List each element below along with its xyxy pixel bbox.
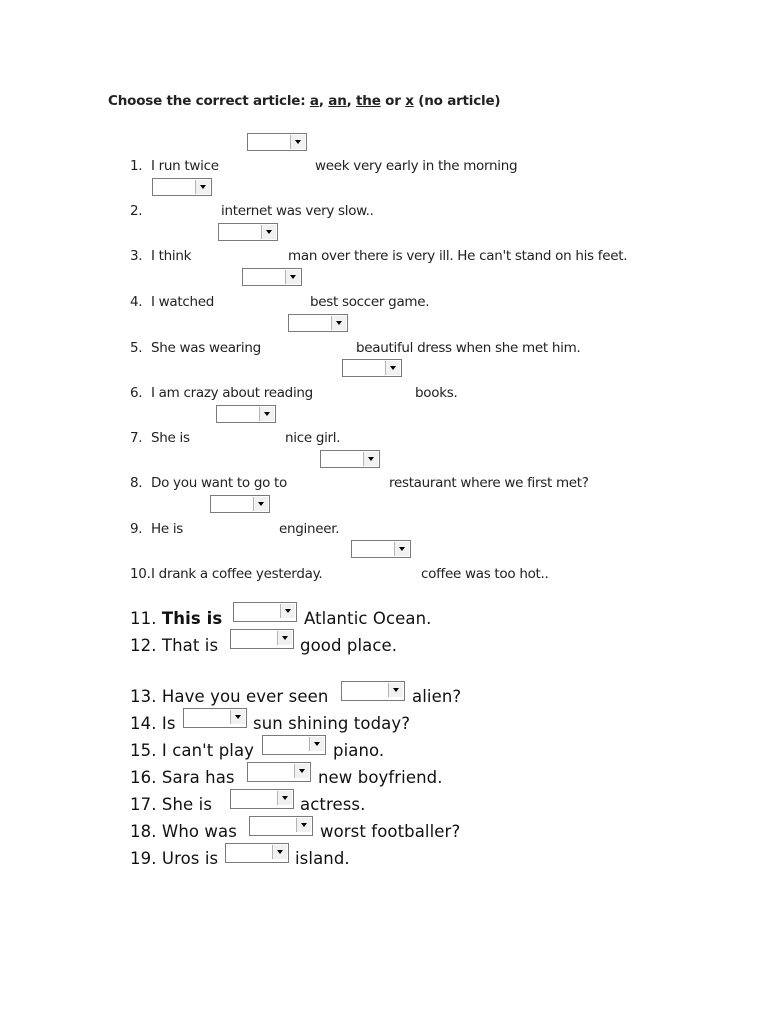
question-text-before: Uros is bbox=[161, 849, 219, 868]
question-text-before: I run twice bbox=[151, 158, 219, 174]
article-select-1[interactable] bbox=[247, 133, 307, 151]
article-select-6[interactable] bbox=[342, 359, 402, 377]
question-text-after: man over there is very ill. He can't stand on his feet. bbox=[288, 248, 628, 264]
question-text-before: I watched bbox=[151, 294, 215, 310]
question-text-after: island. bbox=[295, 849, 350, 868]
question-number: 2. bbox=[130, 203, 143, 219]
option-a: a bbox=[309, 93, 319, 109]
question-number: 17. bbox=[130, 795, 157, 814]
chevron-down-icon bbox=[290, 135, 305, 149]
question-text-after: books. bbox=[415, 385, 458, 401]
question-text-before: She was wearing bbox=[151, 340, 261, 356]
question-17 bbox=[130, 795, 366, 814]
chevron-down-icon bbox=[253, 497, 268, 511]
question-text-before: She is bbox=[161, 795, 213, 814]
chevron-down-icon bbox=[261, 225, 276, 239]
question-text-before: Have you ever seen bbox=[161, 687, 329, 706]
question-text-after: coffee was too hot.. bbox=[421, 566, 549, 582]
chevron-down-icon bbox=[195, 180, 210, 194]
question-text-before: She is bbox=[151, 430, 190, 446]
option-an: an bbox=[328, 93, 347, 109]
question-5 bbox=[130, 340, 581, 356]
question-number: 4. bbox=[130, 294, 143, 310]
question-text-after: Atlantic Ocean. bbox=[304, 609, 432, 628]
article-select-9[interactable] bbox=[210, 495, 270, 513]
question-number: 12. bbox=[130, 636, 157, 655]
chevron-down-icon bbox=[285, 270, 300, 284]
question-number: 1. bbox=[130, 158, 143, 174]
question-text-before: I am crazy about reading bbox=[151, 385, 313, 401]
question-7 bbox=[130, 430, 341, 446]
article-select-16[interactable] bbox=[247, 762, 311, 782]
question-number: 16. bbox=[130, 768, 157, 787]
question-text-before: Is bbox=[161, 714, 176, 733]
article-select-11[interactable] bbox=[233, 602, 297, 622]
question-text-after: piano. bbox=[333, 741, 385, 760]
chevron-down-icon bbox=[272, 845, 287, 859]
article-select-10[interactable] bbox=[351, 540, 411, 558]
chevron-down-icon bbox=[394, 542, 409, 556]
question-9 bbox=[130, 521, 340, 537]
question-number: 11. bbox=[130, 609, 157, 628]
question-text-before: Sara has bbox=[161, 768, 235, 787]
question-text-before: I can't play bbox=[161, 741, 255, 760]
article-select-8[interactable] bbox=[320, 450, 380, 468]
chevron-down-icon bbox=[280, 604, 295, 618]
chevron-down-icon bbox=[230, 710, 245, 724]
chevron-down-icon bbox=[277, 791, 292, 805]
article-select-14[interactable] bbox=[183, 708, 247, 728]
question-6 bbox=[130, 385, 458, 401]
article-select-2[interactable] bbox=[152, 178, 212, 196]
question-text-after: worst footballer? bbox=[320, 822, 461, 841]
question-text-after: nice girl. bbox=[285, 430, 341, 446]
question-text-before: I think bbox=[151, 248, 192, 264]
question-3 bbox=[130, 248, 628, 264]
page-title bbox=[108, 93, 500, 109]
question-number: 18. bbox=[130, 822, 157, 841]
question-text-after: sun shining today? bbox=[253, 714, 411, 733]
option-the: the bbox=[356, 93, 381, 109]
question-text-before: That is bbox=[161, 636, 219, 655]
chevron-down-icon bbox=[277, 631, 292, 645]
article-select-3[interactable] bbox=[218, 223, 278, 241]
question-text-after: internet was very slow.. bbox=[221, 203, 374, 219]
title-suffix: (no article) bbox=[413, 93, 501, 109]
question-number: 5. bbox=[130, 340, 143, 356]
question-number: 6. bbox=[130, 385, 143, 401]
question-number: 14. bbox=[130, 714, 157, 733]
chevron-down-icon bbox=[309, 737, 324, 751]
question-text-after: beautiful dress when she met him. bbox=[356, 340, 581, 356]
question-number: 7. bbox=[130, 430, 143, 446]
article-select-12[interactable] bbox=[230, 629, 294, 649]
question-text-after: restaurant where we first met? bbox=[389, 475, 589, 491]
question-text-before: He is bbox=[151, 521, 184, 537]
chevron-down-icon bbox=[296, 818, 311, 832]
title-sep: or bbox=[380, 93, 406, 109]
question-text-after: engineer. bbox=[279, 521, 340, 537]
title-sep: , bbox=[318, 93, 329, 109]
question-text-after: good place. bbox=[300, 636, 398, 655]
chevron-down-icon bbox=[259, 407, 274, 421]
question-12 bbox=[130, 636, 398, 655]
question-4 bbox=[130, 294, 430, 310]
question-19 bbox=[130, 849, 350, 868]
question-8 bbox=[130, 475, 589, 491]
question-14 bbox=[130, 714, 411, 733]
chevron-down-icon bbox=[331, 316, 346, 330]
question-number: 8. bbox=[130, 475, 143, 491]
title-prefix: Choose the correct article: bbox=[108, 93, 310, 109]
option-x: x bbox=[405, 93, 414, 109]
question-11 bbox=[130, 609, 432, 628]
article-select-18[interactable] bbox=[249, 816, 313, 836]
question-1 bbox=[130, 158, 518, 174]
question-number: 15. bbox=[130, 741, 157, 760]
question-text-before: This is bbox=[161, 609, 223, 628]
question-text-before: I drank a coffee yesterday. bbox=[151, 566, 323, 582]
question-text-after: alien? bbox=[412, 687, 462, 706]
question-18 bbox=[130, 822, 461, 841]
question-number: 3. bbox=[130, 248, 143, 264]
chevron-down-icon bbox=[385, 361, 400, 375]
article-select-19[interactable] bbox=[225, 843, 289, 863]
question-text-before: Do you want to go to bbox=[151, 475, 288, 491]
question-number: 10. bbox=[130, 566, 151, 582]
article-select-4[interactable] bbox=[242, 268, 302, 286]
question-15 bbox=[130, 741, 385, 760]
title-sep: , bbox=[346, 93, 357, 109]
question-text-after: new boyfriend. bbox=[318, 768, 443, 787]
question-13 bbox=[130, 687, 462, 706]
article-select-5[interactable] bbox=[288, 314, 348, 332]
question-10 bbox=[130, 566, 549, 582]
chevron-down-icon bbox=[294, 764, 309, 778]
question-number: 19. bbox=[130, 849, 157, 868]
question-text-after: best soccer game. bbox=[310, 294, 430, 310]
article-select-13[interactable] bbox=[341, 681, 405, 701]
question-text-before: Who was bbox=[161, 822, 237, 841]
question-text-after: actress. bbox=[300, 795, 366, 814]
question-16 bbox=[130, 768, 443, 787]
chevron-down-icon bbox=[363, 452, 378, 466]
question-2 bbox=[130, 203, 374, 219]
article-select-7[interactable] bbox=[216, 405, 276, 423]
question-number: 9. bbox=[130, 521, 143, 537]
article-select-15[interactable] bbox=[262, 735, 326, 755]
question-number: 13. bbox=[130, 687, 157, 706]
question-text-after: week very early in the morning bbox=[315, 158, 518, 174]
article-select-17[interactable] bbox=[230, 789, 294, 809]
chevron-down-icon bbox=[388, 683, 403, 697]
